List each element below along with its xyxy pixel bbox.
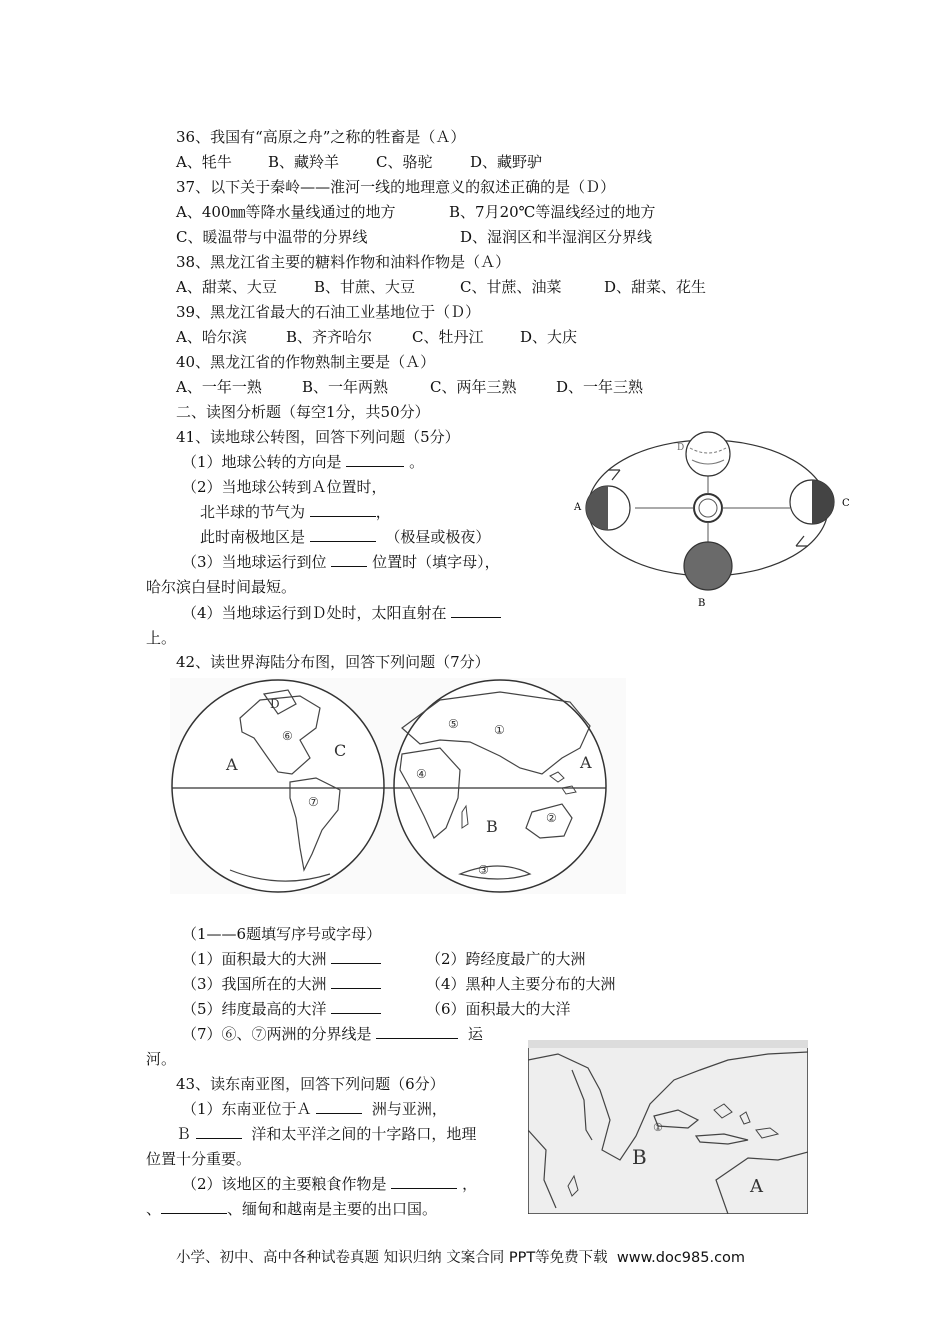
q42-note: （1——6题填写序号或字母）	[182, 925, 382, 943]
q41-part4a: （4）当地球运行到Ｄ处时，太阳直射在	[182, 603, 501, 623]
answer-blank[interactable]	[346, 452, 404, 467]
map-marker-4: ④	[416, 767, 427, 781]
q43-part1b: Ｂ 洋和太平洋之间的十字路口，地理	[176, 1125, 477, 1143]
q39-option-c: C、牡丹江	[412, 328, 484, 346]
q37-option-d: D、湿润区和半湿润区分界线	[460, 228, 653, 246]
orbit-label-d: D	[677, 443, 685, 453]
map-marker-1: ①	[494, 723, 505, 737]
q40-option-b: B、一年两熟	[302, 378, 389, 396]
q41-part3b: 哈尔滨白昼时间最短。	[146, 578, 297, 596]
q38-option-d: D、甜菜、花生	[604, 278, 707, 296]
q39-option-d: D、大庆	[520, 328, 578, 346]
world-map-figure	[170, 678, 626, 894]
answer-blank[interactable]	[331, 552, 367, 567]
q40-option-d: D、一年三熟	[556, 378, 644, 396]
q37-option-c: C、暖温带与中温带的分界线	[176, 228, 368, 246]
q42-item-3: （3）我国所在的大洲	[182, 974, 381, 994]
q43-part2b: 、 、缅甸和越南是主要的出口国。	[146, 1200, 438, 1218]
sea-map-label-b: B	[632, 1145, 647, 1169]
section-2-title: 二、读图分析题（每空1分，共50分）	[176, 403, 430, 421]
map-label-d: D	[270, 697, 280, 711]
q42-stem: 42、读世界海陆分布图，回答下列问题（7分）	[176, 653, 490, 671]
q38-option-b: B、甘蔗、大豆	[314, 278, 416, 296]
answer-blank[interactable]	[310, 527, 376, 542]
q41-part4b: 上。	[146, 629, 177, 647]
q41-stem: 41、读地球公转图，回答下列问题（5分）	[176, 428, 460, 446]
answer-blank[interactable]	[331, 949, 381, 964]
map-marker-6: ⑥	[282, 729, 293, 743]
answer-blank[interactable]	[376, 1024, 458, 1039]
q39-option-a: A、哈尔滨	[176, 328, 247, 346]
q37-option-b: B、7月20℃等温线经过的地方	[449, 203, 656, 221]
q41-part2c: 此时南极地区是 （极昼或极夜）	[200, 528, 491, 546]
earth-orbit-diagram	[560, 428, 850, 614]
answer-blank[interactable]	[331, 999, 381, 1014]
q42-item-7-cont: 河。	[146, 1050, 177, 1068]
q42-item-4: （4）黑种人主要分布的大洲	[426, 975, 616, 993]
map-label-a-left: A	[226, 755, 238, 774]
q43-stem: 43、读东南亚图，回答下列问题（6分）	[176, 1075, 445, 1093]
map-marker-5: ⑤	[448, 717, 459, 731]
q41-part3a: （3）当地球运行到位 位置时（填字母），	[182, 553, 500, 571]
q36-option-c: C、骆驼	[376, 153, 433, 171]
q36-stem: 36、我国有“高原之舟”之称的牲畜是（Ａ）	[176, 128, 466, 146]
answer-blank[interactable]	[196, 1124, 242, 1139]
q37-option-a: A、400㎜等降水量线通过的地方	[176, 203, 396, 221]
map-label-a-right: A	[580, 753, 592, 772]
q36-option-a: A、牦牛	[176, 153, 232, 171]
orbit-label-a: A	[574, 502, 582, 513]
orbit-label-b: B	[698, 598, 706, 609]
map-label-c: C	[334, 741, 347, 760]
q42-item-1: （1）面积最大的大洲	[182, 949, 381, 969]
q39-option-b: B、齐齐哈尔	[286, 328, 373, 346]
map-label-b: B	[486, 817, 498, 836]
answer-blank[interactable]	[161, 1199, 227, 1214]
orbit-label-c: C	[842, 498, 850, 509]
q41-part1: （1）地球公转的方向是 。	[182, 453, 425, 471]
page-footer: 小学、初中、高中各种试卷真题 知识归纳 文案合同 PPT等免费下载 www.doc985.com	[176, 1250, 746, 1266]
q41-part2a: （2）当地球公转到Ａ位置时，	[182, 478, 387, 496]
q41-part2b: 北半球的节气为 ，	[200, 503, 391, 521]
q38-option-a: A、甜菜、大豆	[176, 278, 277, 296]
sea-map-marker-1: ①	[653, 1121, 663, 1134]
answer-blank[interactable]	[451, 603, 501, 618]
answer-blank[interactable]	[331, 974, 381, 989]
sea-map-label-a: A	[750, 1176, 763, 1197]
q40-option-c: C、两年三熟	[430, 378, 517, 396]
answer-blank[interactable]	[310, 502, 376, 517]
q42-item-5: （5）纬度最高的大洋	[182, 999, 381, 1019]
q38-stem: 38、黑龙江省主要的糖料作物和油料作物是（Ａ）	[176, 253, 511, 271]
q37-stem: 37、以下关于秦岭——淮河一线的地理意义的叙述正确的是（Ｄ）	[176, 178, 616, 196]
q39-stem: 39、黑龙江省最大的石油工业基地位于（Ｄ）	[176, 303, 481, 321]
q36-option-d: D、藏野驴	[470, 153, 543, 171]
answer-blank[interactable]	[316, 1099, 362, 1114]
q42-item-2: （2）跨经度最广的大洲	[426, 950, 586, 968]
q40-option-a: A、一年一熟	[176, 378, 262, 396]
q42-item-7: （7）⑥、⑦两洲的分界线是 运	[182, 1025, 483, 1043]
q36-option-b: B、藏羚羊	[268, 153, 340, 171]
q42-item-6: （6）面积最大的大洋	[426, 1000, 571, 1018]
q43-part1a: （1）东南亚位于Ａ 洲与亚洲，	[182, 1100, 447, 1118]
map-marker-2: ②	[546, 811, 557, 825]
map-marker-7: ⑦	[308, 795, 319, 809]
q43-part2a: （2）该地区的主要粮食作物是 ，	[182, 1175, 478, 1193]
map-marker-3: ③	[478, 863, 489, 877]
q40-stem: 40、黑龙江省的作物熟制主要是（Ａ）	[176, 353, 436, 371]
q43-part1c: 位置十分重要。	[146, 1150, 252, 1168]
southeast-asia-map	[528, 1040, 808, 1214]
answer-blank[interactable]	[391, 1174, 457, 1189]
q38-option-c: C、甘蔗、油菜	[460, 278, 562, 296]
